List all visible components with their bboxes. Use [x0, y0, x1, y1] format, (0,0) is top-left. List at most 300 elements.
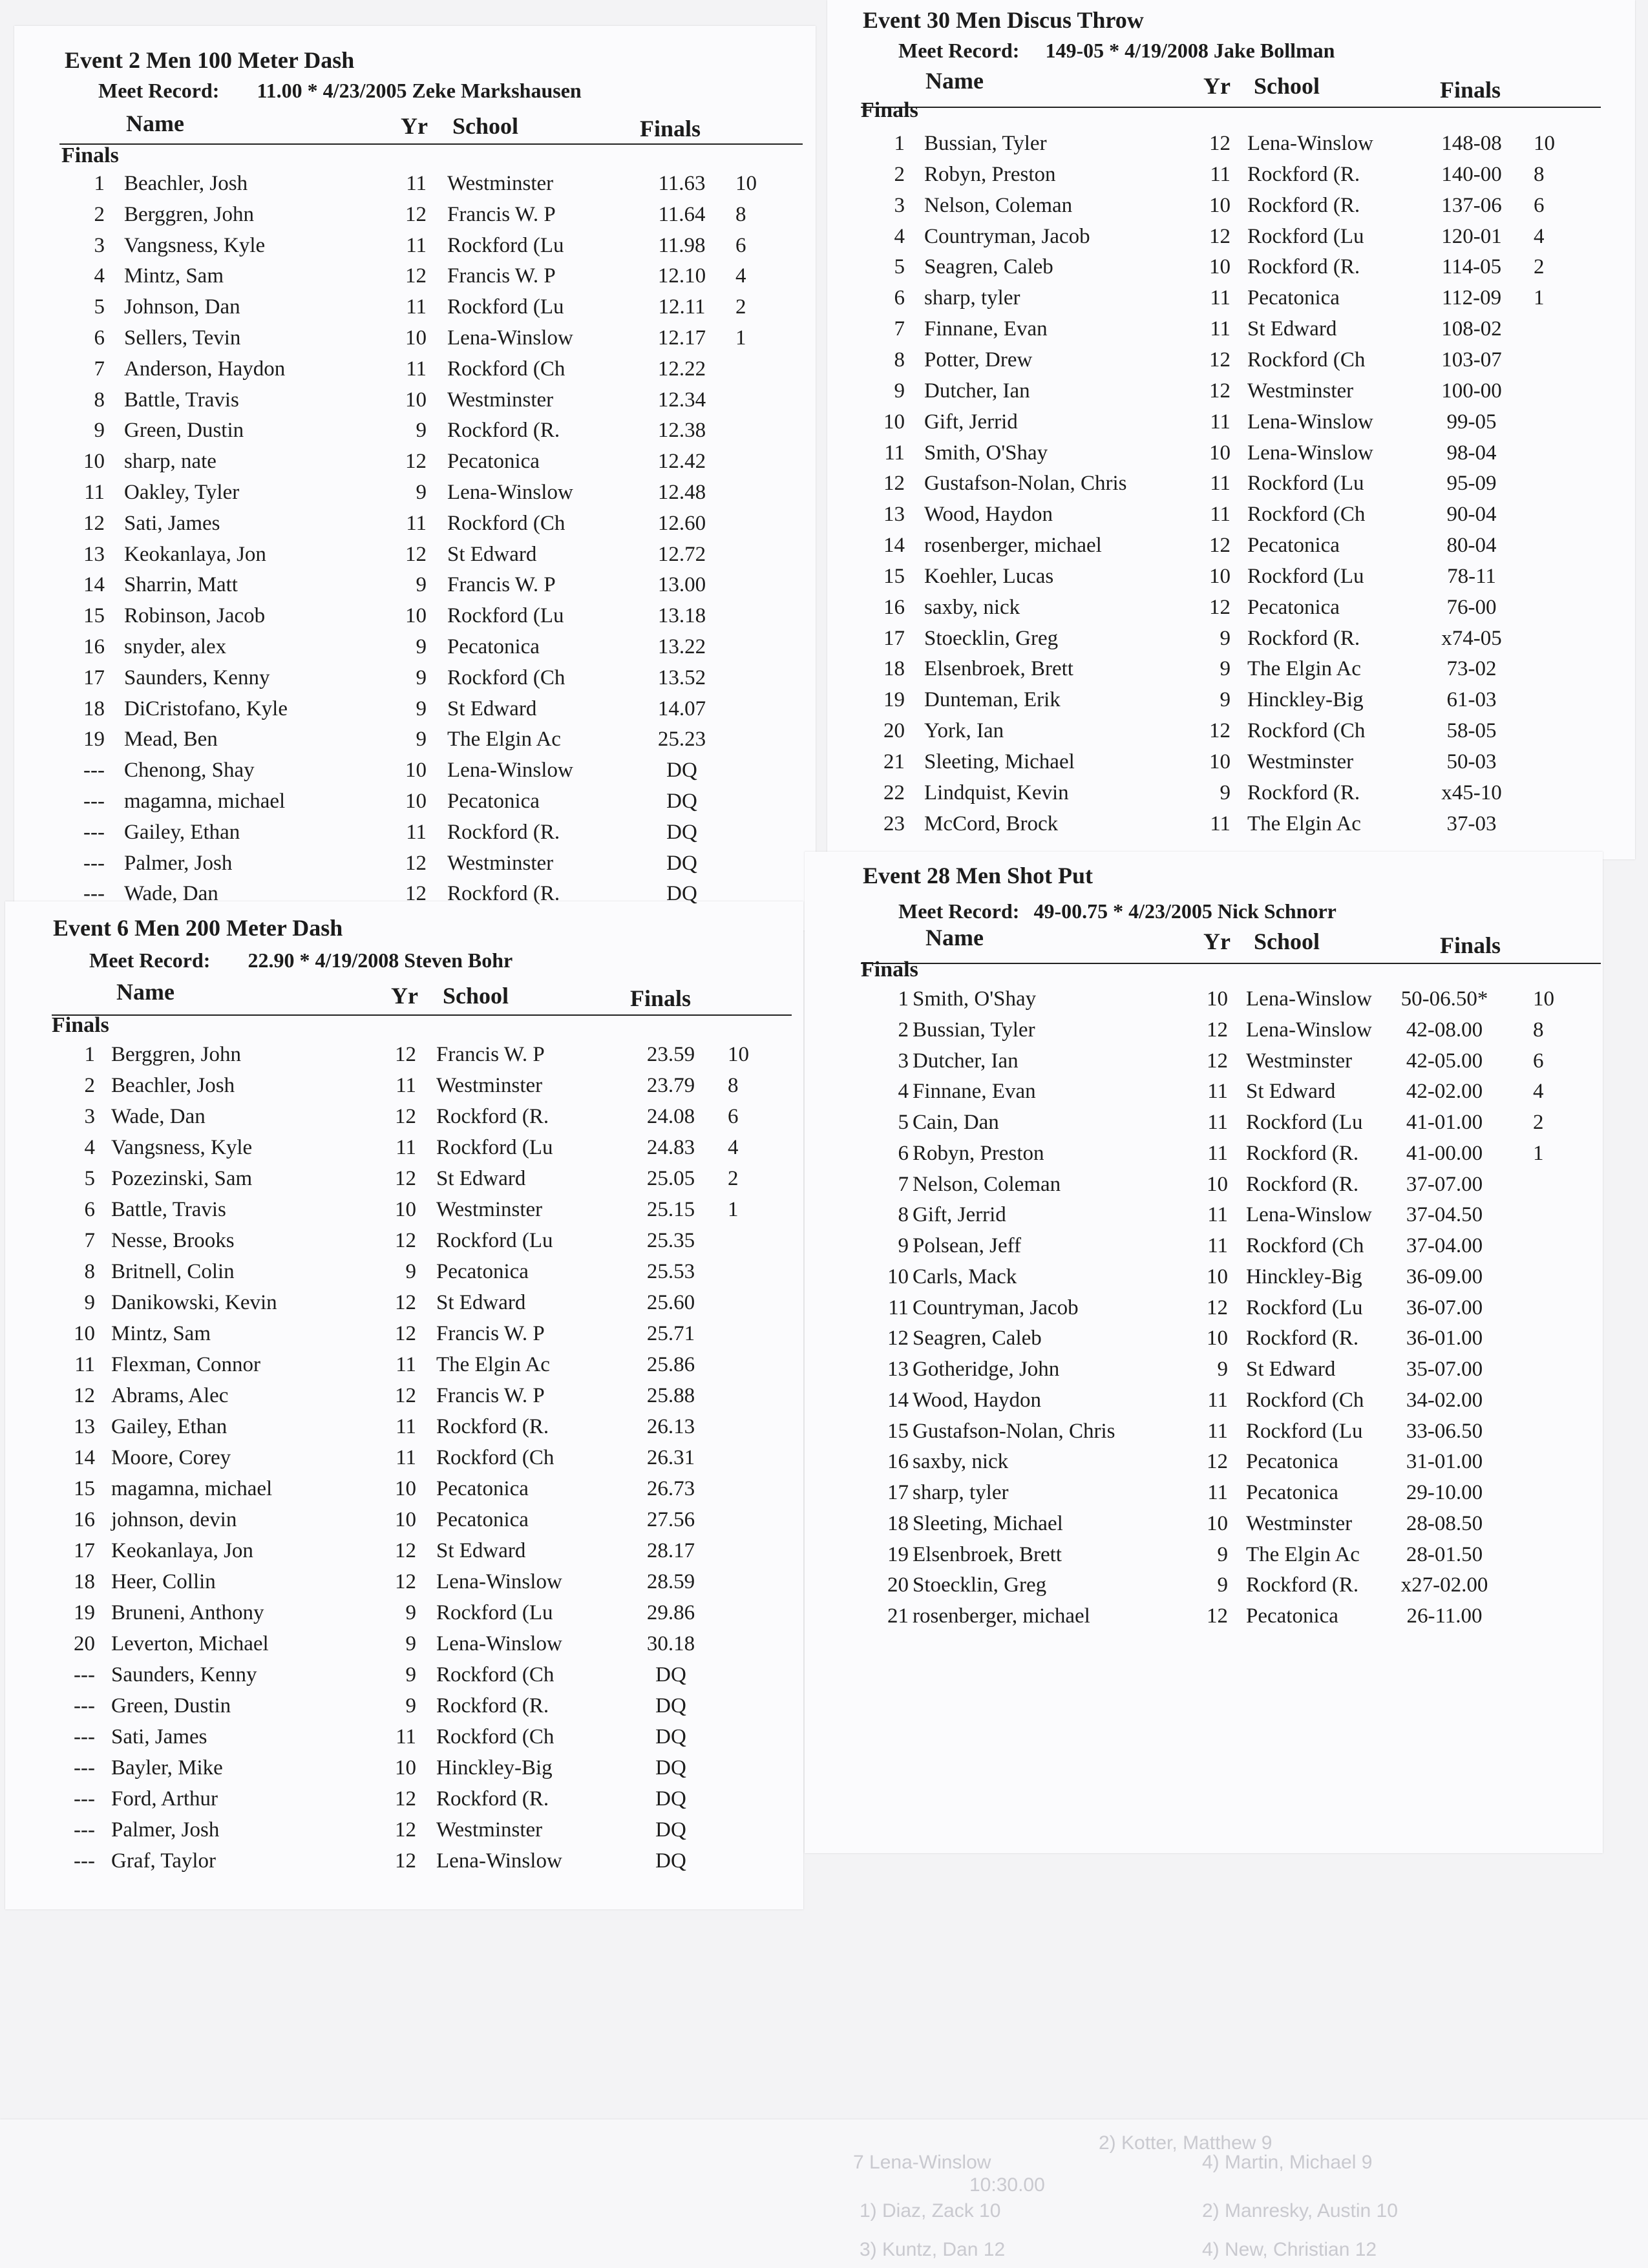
result-school: Rockford (R. [447, 419, 560, 443]
result-school: Pecatonica [436, 1260, 529, 1283]
result-name: johnson, devin [111, 1508, 237, 1531]
result-school: Westminster [1247, 379, 1354, 403]
result-place: 10 [887, 1265, 909, 1288]
result-pts: 2 [728, 1167, 739, 1190]
result-yr: 11 [1207, 1080, 1228, 1104]
result-school: St Edward [1246, 1080, 1336, 1104]
result-school: Pecatonica [1247, 534, 1340, 558]
result-mark: 12.48 [657, 481, 706, 504]
result-place: 4 [898, 1080, 909, 1104]
result-name: Flexman, Connor [111, 1353, 260, 1376]
result-name: rosenberger, michael [924, 534, 1102, 558]
result-yr: 10 [1209, 750, 1231, 773]
result-name: Heer, Collin [111, 1570, 216, 1593]
result-yr: 12 [395, 1105, 416, 1128]
result-mark: 35-07.00 [1406, 1358, 1483, 1381]
col-header-name: Name [116, 979, 174, 1005]
result-name: Smith, O'Shay [913, 987, 1037, 1011]
result-name: Cain, Dan [913, 1111, 999, 1134]
result-mark: 31-01.00 [1406, 1450, 1483, 1474]
result-mark: 11.63 [658, 172, 706, 195]
result-yr: 12 [405, 542, 427, 566]
ghost-line: 7 Lena-Winslow [853, 2152, 991, 2173]
result-pts: 10 [728, 1043, 749, 1066]
result-yr: 11 [1207, 1111, 1228, 1134]
result-place: 11 [84, 481, 105, 504]
ghost-line: 2) Manresky, Austin 10 [1202, 2200, 1398, 2221]
result-mark: 42-05.00 [1406, 1049, 1483, 1073]
result-mark: 12.60 [657, 511, 706, 535]
result-name: Chenong, Shay [124, 759, 255, 782]
result-mark: DQ [666, 790, 697, 813]
result-school: Rockford (Lu [1246, 1111, 1363, 1134]
result-mark: x45-10 [1441, 781, 1502, 804]
result-yr: 11 [1210, 410, 1231, 434]
result-name: Wade, Dan [111, 1105, 206, 1128]
result-place: 19 [883, 688, 905, 712]
result-yr: 12 [395, 1167, 416, 1190]
result-name: Sharrin, Matt [124, 573, 238, 597]
header-rule [52, 1014, 792, 1016]
result-mark: 25.53 [646, 1260, 695, 1283]
result-mark: 12.42 [657, 450, 706, 474]
result-name: Wade, Dan [124, 882, 218, 906]
result-place: 17 [883, 626, 905, 650]
result-place: 6 [894, 286, 905, 310]
result-school: Westminster [447, 851, 554, 875]
result-yr: 12 [395, 1818, 416, 1842]
result-mark: 13.18 [657, 604, 706, 628]
result-name: Wood, Haydon [924, 503, 1053, 527]
result-mark: 12.38 [657, 419, 706, 443]
result-school: Rockford (Ch [447, 666, 565, 689]
result-place: 22 [883, 781, 905, 804]
result-mark: 78-11 [1447, 564, 1496, 588]
result-yr: 12 [395, 1787, 416, 1811]
result-school: Lena-Winslow [1247, 441, 1373, 465]
result-name: Danikowski, Kevin [111, 1291, 277, 1314]
result-place: 7 [894, 317, 905, 341]
result-place: --- [74, 1725, 95, 1748]
result-place: 1 [94, 172, 105, 195]
meet-record-value: 49-00.75 * 4/23/2005 Nick Schnorr [1033, 899, 1336, 923]
result-school: St Edward [436, 1167, 526, 1190]
result-place: 10 [883, 410, 905, 434]
result-yr: 9 [405, 1632, 416, 1655]
event-title: Event 6 Men 200 Meter Dash [53, 915, 343, 941]
result-school: Rockford (Lu [447, 604, 564, 628]
result-school: Rockford (Ch [1247, 719, 1366, 743]
result-yr: 9 [416, 481, 427, 504]
result-mark: 25.23 [657, 728, 706, 751]
result-pts: 1 [1534, 286, 1545, 310]
result-name: Robyn, Preston [913, 1141, 1044, 1165]
result-school: Lena-Winslow [447, 759, 573, 782]
result-school: Pecatonica [447, 635, 540, 658]
result-name: Gotheridge, John [913, 1358, 1060, 1381]
result-mark: 34-02.00 [1406, 1388, 1483, 1412]
result-mark: 137-06 [1441, 193, 1502, 217]
result-name: Wood, Haydon [913, 1388, 1041, 1412]
result-yr: 11 [406, 295, 427, 319]
result-school: Pecatonica [1247, 595, 1340, 619]
result-place: 13 [83, 542, 105, 566]
result-yr: 11 [406, 233, 427, 257]
result-place: 13 [74, 1415, 95, 1438]
result-school: Rockford (R. [436, 1105, 549, 1128]
result-yr: 10 [405, 604, 427, 628]
result-yr: 12 [405, 851, 427, 875]
result-yr: 12 [395, 1322, 416, 1345]
result-place: 21 [883, 750, 905, 773]
result-school: Hinckley-Big [436, 1756, 553, 1780]
result-place: 9 [898, 1234, 909, 1257]
result-mark: 29.86 [646, 1601, 695, 1624]
result-school: Rockford (Ch [1247, 503, 1366, 527]
result-place: 5 [84, 1167, 95, 1190]
result-school: Westminster [447, 172, 554, 195]
result-mark: 61-03 [1446, 688, 1497, 712]
result-school: Rockford (R. [436, 1415, 549, 1438]
result-name: Gailey, Ethan [124, 820, 240, 844]
result-school: Hinckley-Big [1246, 1265, 1362, 1288]
result-yr: 9 [1217, 1358, 1228, 1381]
result-name: saxby, nick [924, 595, 1020, 619]
result-name: Dutcher, Ian [924, 379, 1030, 403]
result-yr: 10 [405, 759, 427, 782]
result-yr: 12 [1207, 1450, 1228, 1474]
result-yr: 10 [1207, 1265, 1228, 1288]
result-place: 16 [74, 1508, 95, 1531]
result-mark: 50-03 [1446, 750, 1497, 773]
result-name: Leverton, Michael [111, 1632, 269, 1655]
result-school: Rockford (R. [436, 1787, 549, 1811]
result-place: 12 [74, 1384, 95, 1407]
header-rule [861, 963, 1601, 964]
result-yr: 12 [405, 264, 427, 288]
result-school: Rockford (R. [447, 882, 560, 906]
meet-record-label: Meet Record: [898, 39, 1020, 62]
col-header-school: School [452, 113, 519, 139]
result-school: Westminster [1246, 1511, 1353, 1535]
result-school: Rockford (Lu [436, 1601, 553, 1624]
result-pts: 2 [1533, 1111, 1544, 1134]
result-place: 4 [894, 224, 905, 248]
result-place: 15 [74, 1477, 95, 1500]
result-mark: 12.10 [657, 264, 706, 288]
result-school: Lena-Winslow [1247, 132, 1373, 155]
result-school: Rockford (R. [1246, 1327, 1359, 1350]
result-mark: 120-01 [1441, 224, 1502, 248]
result-school: Rockford (R. [1247, 255, 1360, 279]
result-place: 3 [94, 233, 105, 257]
result-place: --- [83, 759, 105, 782]
result-mark: 12.34 [657, 388, 706, 412]
result-school: Rockford (Ch [447, 511, 565, 535]
result-place: 21 [887, 1604, 909, 1628]
col-header-yr: Yr [401, 113, 428, 139]
result-pts: 4 [1533, 1080, 1544, 1104]
col-header-yr: Yr [1203, 73, 1231, 99]
result-place: 11 [888, 1296, 909, 1319]
result-name: Gift, Jerrid [913, 1203, 1006, 1227]
result-mark: 36-01.00 [1406, 1327, 1483, 1350]
result-place: 3 [898, 1049, 909, 1073]
result-mark: 58-05 [1446, 719, 1497, 743]
result-place: 13 [883, 503, 905, 527]
result-name: Oakley, Tyler [124, 481, 240, 504]
result-name: Nelson, Coleman [913, 1172, 1061, 1196]
result-school: St Edward [1247, 317, 1337, 341]
result-yr: 12 [395, 1291, 416, 1314]
result-yr: 10 [395, 1508, 416, 1531]
result-yr: 11 [396, 1353, 416, 1376]
result-school: Pecatonica [436, 1477, 529, 1500]
result-place: 7 [94, 357, 105, 381]
result-yr: 11 [1207, 1141, 1228, 1165]
result-yr: 11 [396, 1725, 416, 1748]
col-header-finals: Finals [640, 116, 701, 142]
result-place: 14 [74, 1446, 95, 1469]
meet-record-value: 22.90 * 4/19/2008 Steven Bohr [248, 949, 513, 972]
result-name: Berggren, John [124, 202, 255, 226]
result-yr: 12 [1209, 719, 1231, 743]
result-yr: 12 [405, 882, 427, 906]
result-school: Lena-Winslow [436, 1849, 562, 1873]
result-yr: 10 [395, 1756, 416, 1780]
result-mark: DQ [666, 851, 697, 875]
result-name: Countryman, Jacob [924, 224, 1090, 248]
result-name: Sati, James [124, 511, 220, 535]
result-yr: 11 [1207, 1419, 1228, 1443]
result-mark: 41-01.00 [1406, 1111, 1483, 1134]
result-yr: 9 [416, 573, 427, 597]
result-mark: 13.00 [657, 573, 706, 597]
meet-record [898, 899, 1336, 923]
result-school: Lena-Winslow [1246, 987, 1372, 1011]
result-place: 17 [887, 1481, 909, 1504]
result-yr: 10 [1209, 564, 1231, 588]
result-school: Francis W. P [436, 1322, 545, 1345]
result-yr: 12 [395, 1570, 416, 1593]
event-title: Event 2 Men 100 Meter Dash [65, 47, 355, 73]
result-name: Gustafson-Nolan, Chris [913, 1419, 1115, 1443]
result-mark: 148-08 [1441, 132, 1502, 155]
result-yr: 10 [1209, 441, 1231, 465]
result-school: St Edward [436, 1291, 526, 1314]
result-name: Mintz, Sam [111, 1322, 211, 1345]
result-school: Francis W. P [436, 1384, 545, 1407]
result-mark: 25.35 [646, 1229, 695, 1252]
col-header-name: Name [925, 68, 984, 94]
result-mark: x27-02.00 [1400, 1573, 1488, 1597]
result-mark: 98-04 [1446, 441, 1497, 465]
result-yr: 12 [405, 202, 427, 226]
result-mark: 37-07.00 [1406, 1172, 1483, 1196]
result-mark: 11.64 [658, 202, 706, 226]
result-school: Rockford (Lu [447, 233, 564, 257]
result-place: 18 [83, 697, 105, 720]
result-school: Rockford (R. [1247, 781, 1360, 804]
result-place: --- [74, 1787, 95, 1811]
result-school: Rockford (R. [1246, 1573, 1359, 1597]
result-yr: 12 [1209, 348, 1231, 372]
result-name: Gustafson-Nolan, Chris [924, 472, 1127, 496]
result-name: rosenberger, michael [913, 1604, 1090, 1628]
result-school: Rockford (Ch [436, 1663, 555, 1686]
result-name: Carls, Mack [913, 1265, 1017, 1288]
result-mark: 76-00 [1446, 595, 1497, 619]
result-school: The Elgin Ac [447, 728, 561, 751]
result-school: Pecatonica [1246, 1481, 1338, 1504]
result-yr: 10 [1207, 987, 1228, 1011]
result-yr: 9 [1217, 1573, 1228, 1597]
result-school: Francis W. P [447, 264, 556, 288]
result-place: 18 [887, 1511, 909, 1535]
result-name: Johnson, Dan [124, 295, 240, 319]
result-school: Rockford (Lu [1247, 224, 1364, 248]
bottom-sheet [0, 2119, 1648, 2268]
result-place: --- [83, 820, 105, 844]
result-yr: 10 [395, 1198, 416, 1221]
result-place: --- [74, 1756, 95, 1780]
result-name: Berggren, John [111, 1043, 242, 1066]
result-school: Pecatonica [1247, 286, 1340, 310]
event-title: Event 28 Men Shot Put [863, 863, 1093, 888]
result-place: 6 [84, 1198, 95, 1221]
result-name: Green, Dustin [111, 1694, 231, 1717]
result-place: 18 [883, 657, 905, 681]
result-name: Beachler, Josh [124, 172, 248, 195]
result-name: snyder, alex [124, 635, 227, 658]
result-place: 19 [83, 728, 105, 751]
result-mark: 12.17 [657, 326, 706, 350]
result-yr: 10 [405, 388, 427, 412]
result-place: 10 [83, 450, 105, 474]
result-school: The Elgin Ac [436, 1353, 550, 1376]
result-mark: 99-05 [1446, 410, 1497, 434]
meet-record-label: Meet Record: [98, 79, 220, 102]
result-place: 10 [74, 1322, 95, 1345]
result-place: 11 [74, 1353, 95, 1376]
result-school: Westminster [436, 1074, 543, 1097]
result-name: Seagren, Caleb [913, 1327, 1042, 1350]
result-mark: 25.88 [646, 1384, 695, 1407]
result-mark: 11.98 [658, 233, 706, 257]
result-school: Rockford (Ch [1247, 348, 1366, 372]
result-name: Dunteman, Erik [924, 688, 1061, 712]
result-school: Francis W. P [447, 573, 556, 597]
result-name: Robyn, Preston [924, 162, 1056, 186]
result-pts: 8 [735, 202, 746, 226]
result-place: 2 [898, 1018, 909, 1042]
result-place: 19 [74, 1601, 95, 1624]
result-yr: 9 [416, 419, 427, 443]
result-school: St Edward [436, 1539, 526, 1562]
result-place: 15 [883, 564, 905, 588]
result-pts: 4 [735, 264, 746, 288]
result-yr: 11 [406, 172, 427, 195]
result-place: --- [74, 1849, 95, 1873]
result-name: Moore, Corey [111, 1446, 231, 1469]
result-pts: 1 [728, 1198, 739, 1221]
result-place: 8 [894, 348, 905, 372]
result-place: 14 [883, 534, 905, 558]
result-name: Finnane, Evan [924, 317, 1048, 341]
result-yr: 9 [1220, 781, 1231, 804]
result-name: Elsenbroek, Brett [913, 1542, 1062, 1566]
result-place: --- [74, 1663, 95, 1686]
col-header-school: School [1254, 73, 1320, 99]
result-name: Smith, O'Shay [924, 441, 1048, 465]
result-yr: 11 [1210, 317, 1231, 341]
result-pts: 6 [1533, 1049, 1544, 1073]
result-name: Bussian, Tyler [913, 1018, 1035, 1042]
result-school: Pecatonica [1246, 1450, 1338, 1474]
result-yr: 11 [1207, 1388, 1228, 1412]
result-pts: 8 [1533, 1018, 1544, 1042]
result-mark: 14.07 [657, 697, 706, 720]
result-yr: 11 [406, 357, 427, 381]
result-place: 7 [84, 1229, 95, 1252]
result-yr: 10 [1209, 193, 1231, 217]
ghost-line: 4) Martin, Michael 9 [1202, 2152, 1373, 2173]
result-mark: 114-05 [1441, 255, 1502, 279]
result-mark: 26.13 [646, 1415, 695, 1438]
result-yr: 11 [396, 1074, 416, 1097]
result-yr: 10 [1207, 1511, 1228, 1535]
result-yr: 11 [406, 820, 427, 844]
result-school: Rockford (R. [1247, 162, 1360, 186]
result-name: Mead, Ben [124, 728, 218, 751]
result-yr: 12 [1209, 379, 1231, 403]
result-school: St Edward [447, 542, 537, 566]
result-mark: 36-09.00 [1406, 1265, 1483, 1288]
result-school: Pecatonica [436, 1508, 529, 1531]
header-rule [59, 143, 803, 145]
result-mark: 13.22 [657, 635, 706, 658]
result-yr: 9 [1217, 1542, 1228, 1566]
result-place: 9 [84, 1291, 95, 1314]
result-school: Rockford (Ch [436, 1725, 555, 1748]
result-school: Rockford (R. [436, 1694, 549, 1717]
result-place: 17 [83, 666, 105, 689]
result-mark: 12.22 [657, 357, 706, 381]
result-yr: 9 [405, 1663, 416, 1686]
result-pts: 1 [1533, 1141, 1544, 1165]
result-school: Westminster [436, 1198, 543, 1221]
result-name: Bayler, Mike [111, 1756, 223, 1780]
result-mark: DQ [655, 1725, 686, 1748]
result-place: 18 [74, 1570, 95, 1593]
col-header-finals: Finals [630, 985, 692, 1011]
result-name: Stoecklin, Greg [913, 1573, 1047, 1597]
result-name: Keokanlaya, Jon [111, 1539, 253, 1562]
result-place: 17 [74, 1539, 95, 1562]
result-mark: 27.56 [646, 1508, 695, 1531]
result-yr: 12 [395, 1229, 416, 1252]
result-place: 8 [84, 1260, 95, 1283]
result-school: Rockford (Lu [1247, 564, 1364, 588]
result-mark: 23.79 [646, 1074, 695, 1097]
result-name: Sellers, Tevin [124, 326, 241, 350]
result-name: Beachler, Josh [111, 1074, 235, 1097]
result-name: Gailey, Ethan [111, 1415, 227, 1438]
result-pts: 10 [1533, 987, 1554, 1011]
result-yr: 12 [405, 450, 427, 474]
result-place: 15 [887, 1419, 909, 1443]
result-name: Robinson, Jacob [124, 604, 266, 628]
